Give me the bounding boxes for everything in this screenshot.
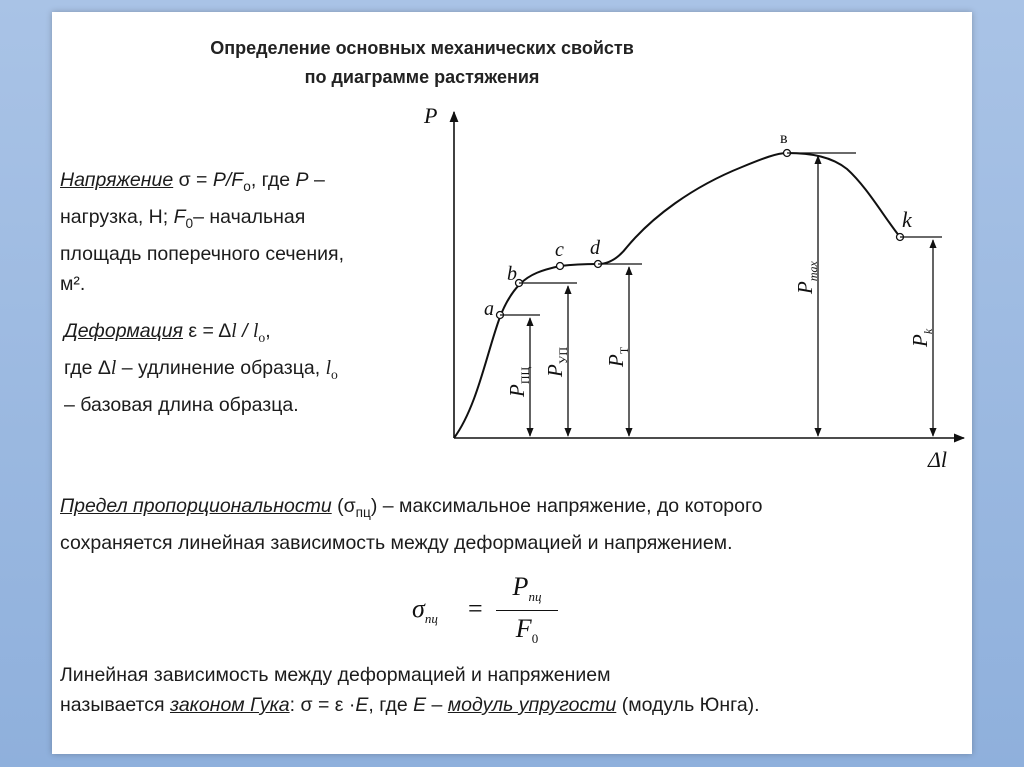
point-c: [557, 263, 564, 270]
f-symbol-sub: 0: [185, 215, 194, 231]
strain-line-3: – базовая длина образца.: [64, 393, 299, 416]
slide: [52, 12, 972, 754]
x-axis-label: Δl: [928, 447, 948, 472]
proportional-sigma: (σ: [331, 495, 356, 517]
l0-symbol: l: [252, 321, 259, 342]
proportional-text: ) – максимальное напряжение, до которого: [370, 495, 763, 517]
hooke-formula: : σ = ε ·: [289, 694, 356, 716]
strain-where: где Δ: [64, 356, 111, 379]
title-line-1: Определение основных механических свойств: [210, 38, 634, 58]
stress-dash: –: [308, 169, 325, 191]
formula-numerator: $P_{пц}$: [512, 572, 542, 605]
stress-load-text: нагрузка, Н;: [60, 205, 174, 228]
hooke-where: , где: [368, 694, 414, 716]
label-v: в: [780, 130, 788, 147]
stress-area-text: – начальная: [193, 205, 306, 228]
label-p-pc: $P_{ПЦ}$: [505, 366, 532, 397]
strain-term: Деформация: [64, 320, 183, 342]
hooke-called: называется: [60, 694, 170, 716]
delta-l-symbol: l: [110, 357, 117, 379]
title-line-2: по диаграмме растяжения: [304, 67, 540, 87]
slash: /: [236, 320, 253, 342]
modulus-term: модуль упругости: [447, 694, 617, 716]
label-b: b: [507, 263, 517, 285]
base-length-sub: o: [331, 366, 338, 382]
proportional-limit-definition: [60, 491, 763, 558]
f-symbol: F: [173, 205, 186, 228]
y-axis-label: P: [424, 103, 438, 128]
proportional-line-2: сохраняется линейная зависимость между деформацией и напряжением.: [60, 531, 733, 554]
label-c: c: [555, 239, 564, 261]
formula-denominator: $F_0$: [515, 614, 539, 647]
proportional-line-1: [60, 491, 763, 528]
stress-line-3: площадь поперечного сечения,: [60, 242, 345, 265]
label-d: d: [590, 237, 600, 259]
hooke-law: [60, 660, 760, 720]
stress-term: Напряжение: [60, 169, 174, 191]
label-k: k: [902, 207, 912, 232]
label-a: a: [484, 298, 494, 320]
e-symbol-2: E: [413, 694, 427, 716]
stress-text: , где: [250, 169, 296, 191]
stress-formula: P/F: [212, 169, 244, 191]
formula-equals: =: [468, 594, 483, 623]
equals: =: [190, 169, 213, 191]
formula-lhs: $\sigma_{пц}$: [412, 594, 438, 627]
proportional-formula: [412, 572, 572, 652]
hooke-dash: –: [426, 694, 448, 716]
young-modulus-text: (модуль Юнга).: [616, 694, 760, 716]
hooke-line-1: Линейная зависимость между деформацией и напряжением: [60, 664, 611, 686]
sigma-symbol: σ: [178, 169, 191, 191]
stress-formula-sub: o: [243, 178, 251, 194]
p-symbol: P: [295, 169, 309, 191]
proportional-sigma-sub: пц: [355, 504, 371, 520]
label-p-k: $P_k$: [908, 328, 935, 347]
proportional-term: Предел пропорциональности: [60, 495, 332, 517]
tension-diagram: [52, 12, 972, 472]
hooke-law-term: законом Гука: [169, 694, 290, 716]
hooke-line-2: [60, 690, 760, 720]
strain-elongation: – удлинение образца,: [116, 356, 326, 379]
label-p-t: $P_Т$: [604, 346, 631, 367]
label-p-max: $P_{max}$: [793, 261, 820, 294]
base-length-symbol: l: [325, 357, 331, 379]
fraction-bar: [496, 610, 558, 611]
e-symbol: E: [355, 694, 369, 716]
label-p-up: $P_{УП}$: [543, 347, 570, 377]
l-symbol: l: [231, 321, 237, 342]
stress-line-4: м².: [60, 272, 86, 295]
epsilon-text: ε = Δ: [182, 320, 232, 342]
comma: ,: [265, 320, 271, 342]
l0-sub: o: [258, 329, 266, 345]
